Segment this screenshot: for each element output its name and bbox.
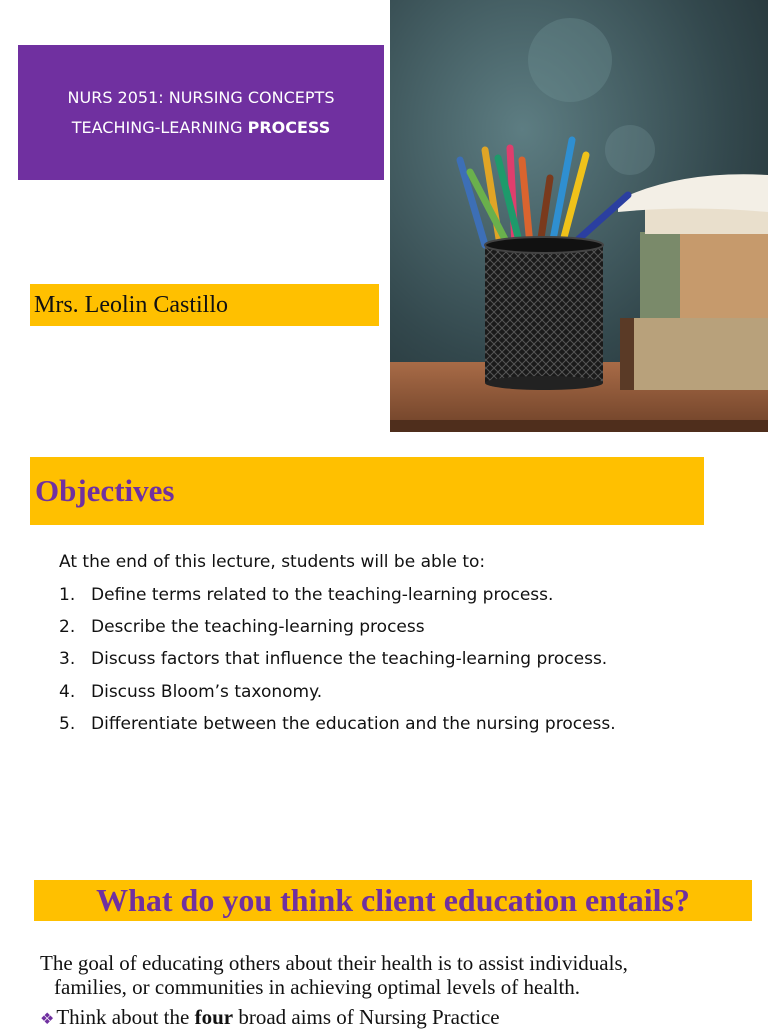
- lecture-title: TEACHING-LEARNING PROCESS: [71, 117, 331, 137]
- goal-paragraph: The goal of educating others about their health is to assist individuals, families, or communities in achieving optimal levels of health.: [40, 951, 628, 999]
- author-name: Mrs. Leolin Castillo: [30, 284, 379, 326]
- objective-item: 2. Describe the teaching-learning process: [59, 617, 425, 638]
- bullet-point: ❖Think about the four broad aims of Nursing Practice: [40, 1005, 500, 1029]
- pencils-and-books-photo: [390, 0, 768, 432]
- title-banner: [18, 45, 384, 180]
- objective-item: 3. Discuss factors that influence the teaching-learning process.: [59, 649, 608, 670]
- objectives-heading: Objectives: [30, 457, 704, 525]
- objective-item: 4. Discuss Bloom’s taxonomy.: [59, 681, 323, 702]
- objective-item: 5. Differentiate between the education and the nursing process.: [59, 713, 616, 734]
- objective-item: 1. Define terms related to the teaching-learning process.: [59, 585, 554, 605]
- question-heading: What do you think client education entails?: [34, 880, 752, 921]
- course-title: NURS 2051: NURSING CONCEPTS: [67, 87, 335, 107]
- diamond-bullet-icon: ❖: [40, 1011, 55, 1028]
- objectives-intro: At the end of this lecture, students will be able to:: [59, 552, 486, 572]
- objectives-list: [59, 583, 616, 744]
